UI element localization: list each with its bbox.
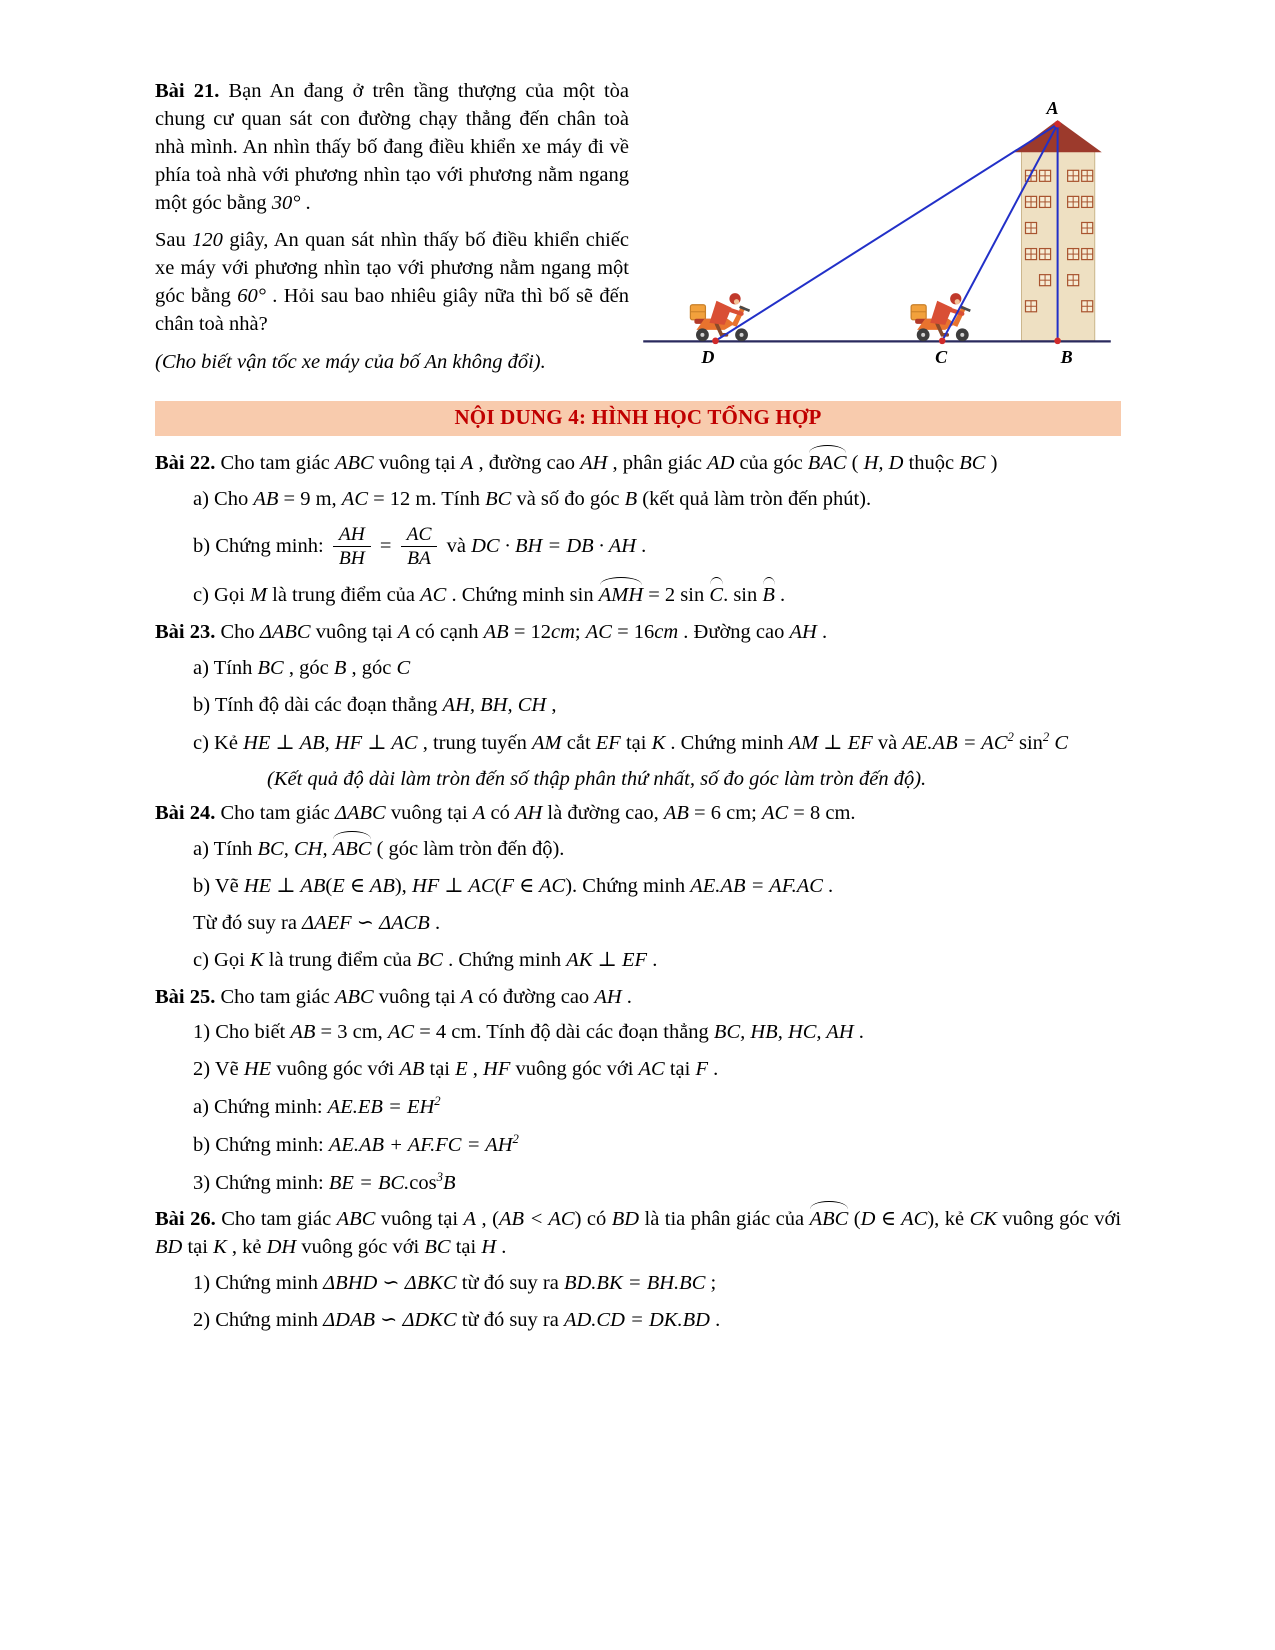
text-segment: ), kẻ [927, 1208, 970, 1231]
text-segment: . [429, 911, 441, 934]
text-segment: b) Chứng minh: [193, 1133, 329, 1156]
bai25-intro [155, 984, 1121, 1012]
text-segment: . [708, 1058, 719, 1081]
window-icon [1068, 196, 1079, 207]
text-segment: sin [1013, 731, 1043, 754]
window-icon [1025, 222, 1036, 233]
text-segment: B [762, 582, 775, 610]
window-icon [1025, 196, 1036, 207]
text-segment: . Đường cao [678, 620, 790, 643]
text-segment: ABC [810, 1206, 849, 1234]
text-segment: A [472, 802, 486, 825]
text-segment: b) Vẽ [193, 874, 244, 897]
window-icon [1040, 249, 1051, 260]
bai26-item-1 [155, 1270, 1121, 1298]
text-segment: . [621, 985, 632, 1008]
text-segment: AC [585, 620, 612, 643]
text-segment: = 4 cm. Tính độ dài các đoạn thẳng [414, 1021, 714, 1044]
text-segment: c) Gọi [193, 584, 250, 607]
text-segment: ΔABC [259, 620, 311, 643]
text-segment: tại [664, 1058, 696, 1081]
text-segment: E [455, 1058, 468, 1081]
text-segment: 2) Vẽ [193, 1058, 244, 1081]
point-b-dot [1054, 338, 1061, 345]
fraction [401, 524, 438, 571]
text-segment: BC, CH, [257, 838, 333, 861]
section-title: NỘI DUNG 4: HÌNH HỌC TỔNG HỢP [454, 404, 822, 429]
fraction [333, 524, 371, 571]
bai21-diagram [635, 78, 1121, 384]
text-segment: A [397, 620, 411, 643]
motorbike-icon [690, 293, 749, 341]
text-segment: cắt [561, 731, 596, 754]
text-segment: ΔDAB ∽ ΔDKC [323, 1308, 457, 1331]
text-segment: AB [290, 1021, 316, 1044]
text-segment: vuông góc với [296, 1236, 425, 1259]
text-segment: ΔBHD ∽ ΔBKC [323, 1272, 457, 1295]
text-segment: Cho [220, 620, 260, 643]
text-segment: , kẻ [226, 1236, 267, 1259]
text-segment: vuông tại [373, 451, 461, 474]
text-segment: . [774, 584, 786, 607]
bai25-item-2 [155, 1056, 1121, 1084]
text-segment: BD.BK = BH.BC [563, 1272, 706, 1295]
text-segment: ABC [336, 1208, 376, 1231]
text-segment: là đường cao, [542, 802, 664, 825]
text-segment: BAC [808, 450, 847, 478]
text-segment: ) [985, 451, 998, 474]
text-segment: và [441, 534, 472, 557]
text-segment: , góc [283, 656, 334, 679]
bai21-paragraph-1 [155, 78, 629, 217]
text-segment: K [213, 1236, 227, 1259]
text-segment: (kết quả làm tròn đến phút). [637, 487, 872, 510]
text-segment: DC · BH = DB · AH [471, 534, 637, 557]
text-segment: cos [409, 1171, 437, 1194]
text-segment: BE = BC. [328, 1171, 410, 1194]
text-segment: Bài 21. [155, 80, 229, 102]
text-segment: . [496, 1236, 507, 1259]
text-segment: E ∈ AB [332, 874, 395, 897]
text-segment: AB [663, 802, 689, 825]
text-segment: là trung điểm của [267, 584, 421, 607]
text-segment: . sin [723, 584, 763, 607]
text-segment: C [709, 582, 723, 610]
text-segment: . Chứng minh [665, 731, 789, 754]
sight-lines [715, 124, 1057, 341]
text-segment: C [396, 656, 411, 679]
bai26-item-2 [155, 1307, 1121, 1335]
text-segment: B [442, 1171, 456, 1194]
text-segment: AB [399, 1058, 425, 1081]
text-segment: giây, An quan sát nhìn thấy bố điều khiển chiếc xe máy với phương nhìn tạo với phương nằm ngang một góc bằng [155, 229, 629, 308]
text-segment: BD [611, 1208, 640, 1231]
text-segment: K [651, 731, 666, 754]
bai26-intro [155, 1206, 1121, 1262]
text-segment: tại [182, 1236, 214, 1259]
bai22-intro [155, 450, 1121, 478]
text-segment: a) Tính [193, 656, 258, 679]
text-segment: AH [514, 802, 543, 825]
text-segment: D ∈ AC [860, 1208, 928, 1231]
text-segment: Bạn An đang ở trên tầng thượng của một tòa chung cư quan sát con đường chạy thẳng đến chân toà nhà mình. An nhìn thấy bố đang điều khiển xe máy đi về phía toà nhà với phương nhìn tạo với phương nằm ngang một góc bằng [155, 80, 629, 214]
text-segment: . Chứng minh sin [446, 584, 599, 607]
text-segment: vuông tại [373, 985, 461, 1008]
text-segment: HF ⊥ AC [411, 874, 495, 897]
text-segment: Cho tam giác [220, 451, 335, 474]
window-icon [1082, 301, 1093, 312]
label-point-d: D [701, 346, 715, 367]
text-segment: và [872, 731, 903, 754]
bai23-note [155, 766, 1121, 794]
label-point-b: B [1060, 346, 1073, 367]
text-segment: Cho tam giác [220, 985, 335, 1008]
text-segment: BC, HB, HC, AH [713, 1021, 854, 1044]
text-segment: = 12 [508, 620, 551, 643]
text-segment: , ( [476, 1208, 499, 1231]
text-segment: C [1049, 731, 1069, 754]
window-icon [1082, 249, 1093, 260]
text-segment: . [822, 874, 834, 897]
text-segment: 1) Cho biết [193, 1021, 291, 1044]
text-segment: HE ⊥ AB, HF ⊥ AC [243, 731, 418, 754]
text-segment: EF [595, 731, 621, 754]
text-segment: . Hỏi sau bao nhiêu giây nữa thì bố sẽ đến chân toà nhà? [155, 285, 630, 335]
text-segment: Bài 22. [155, 451, 221, 474]
text-segment: (Kết quả độ dài làm tròn đến số thập phân thứ nhất, số đo góc làm tròn đến độ). [267, 768, 927, 791]
text-segment: AE.EB = EH [327, 1096, 435, 1118]
text-segment: , [467, 1058, 484, 1081]
bai24-item-a [155, 836, 1121, 864]
text-segment: Bài 24. [155, 802, 221, 825]
bai23-intro [155, 619, 1121, 647]
text-segment: Cho tam giác [221, 1208, 337, 1231]
text-segment: 1) Chứng minh [193, 1272, 324, 1295]
text-segment: AC [761, 802, 789, 825]
bai24-item-b [155, 873, 1121, 901]
text-segment: Từ đó suy ra [193, 911, 303, 934]
text-segment: = 12 m. Tính [368, 487, 486, 510]
window-icon [1082, 170, 1093, 181]
text-segment: AM [532, 731, 562, 754]
text-segment: BC [257, 656, 284, 679]
text-segment: Bài 25. [155, 985, 221, 1008]
text-segment: H [481, 1236, 497, 1259]
text-segment: c) Kẻ [193, 731, 244, 754]
bai23-item-c [155, 729, 1121, 758]
text-segment: B [333, 656, 347, 679]
text-segment: . [709, 1308, 721, 1331]
sight-line-ad [715, 124, 1057, 341]
window-icon [1068, 170, 1079, 181]
text-segment: AH [789, 620, 817, 643]
text-segment: BD [155, 1236, 183, 1259]
text-segment: b) Tính độ dài các đoạn thẳng [193, 693, 443, 716]
point-d-dot [712, 338, 719, 345]
text-segment: AE.AB + AF.FC = AH [328, 1133, 513, 1156]
text-segment: là tia phân giác của [639, 1208, 810, 1231]
text-segment: vuông góc với [510, 1058, 639, 1081]
text-segment: ( [325, 874, 333, 897]
window-icon [1040, 196, 1051, 207]
bai25-item-3 [155, 1169, 1121, 1198]
text-segment: là trung điểm của [263, 948, 417, 971]
text-segment: , đường cao [473, 451, 581, 474]
text-segment: ), [394, 874, 412, 897]
text-segment: CK [969, 1208, 997, 1231]
text-segment: cm [551, 620, 575, 643]
text-segment: ABC [333, 836, 372, 864]
text-segment: ( [846, 451, 864, 474]
text-segment: , trung tuyến [417, 731, 533, 754]
text-segment: ). Chứng minh [565, 874, 691, 897]
text-segment: thuộc [903, 451, 960, 474]
text-segment: H, D [863, 451, 904, 474]
point-a-dot [1054, 121, 1061, 128]
text-segment: = 6 cm; [688, 802, 762, 825]
text-segment: ; [574, 620, 586, 643]
window-icon [1040, 170, 1051, 181]
superscript: 2 [434, 1094, 441, 1109]
superscript: 2 [512, 1131, 519, 1146]
text-segment: có cạnh [410, 620, 484, 643]
bai23-item-a [155, 655, 1121, 683]
text-segment: 120 [192, 229, 223, 252]
text-segment: AD.CD = DK.BD [563, 1308, 710, 1331]
fraction-numerator: AH [333, 524, 371, 548]
text-segment: HE [243, 1058, 272, 1081]
window-icon [1025, 249, 1036, 260]
text-segment: AB [253, 487, 279, 510]
bai22-item-b [155, 524, 1121, 571]
text-segment: A [460, 451, 474, 474]
text-segment: ( góc làm tròn đến độ). [371, 838, 565, 861]
text-segment: c) Gọi [193, 948, 250, 971]
text-segment: B [624, 487, 638, 510]
text-segment: vuông góc với [271, 1058, 400, 1081]
text-segment: = 8 cm. [788, 802, 856, 825]
text-segment: AC [387, 1021, 415, 1044]
text-segment: , phân giác [607, 451, 708, 474]
text-segment: AH, BH, CH [442, 693, 547, 716]
bai21-section [155, 78, 1121, 387]
text-segment: AB [483, 620, 509, 643]
text-segment: AC [638, 1058, 665, 1081]
text-segment: (Cho biết vận tốc xe máy của bố An không đổi). [155, 350, 546, 373]
text-segment: = 2 sin [643, 584, 710, 607]
point-c-dot [939, 338, 946, 345]
window-icon [1082, 222, 1093, 233]
label-point-c: C [935, 346, 948, 367]
text-segment: AH [594, 985, 622, 1008]
text-segment: Cho tam giác [220, 802, 335, 825]
text-segment: vuông tại [385, 802, 473, 825]
text-segment: có đường cao [473, 985, 595, 1008]
text-segment: F ∈ AC [501, 874, 566, 897]
observation-diagram [635, 78, 1117, 379]
superscript: 2 [1042, 729, 1050, 744]
text-segment: tại [424, 1058, 456, 1081]
text-segment: 2) Chứng minh [193, 1308, 324, 1331]
bai25-item-b [155, 1131, 1121, 1160]
text-segment: và số đo góc [511, 487, 625, 510]
text-segment: vuông góc với [996, 1208, 1122, 1231]
text-segment: AE.AB = AC [902, 731, 1008, 754]
text-segment: cm [654, 620, 679, 643]
text-segment: , góc [346, 656, 397, 679]
worksheet-content [155, 78, 1121, 1344]
bai21-note [155, 349, 629, 377]
window-icon [1025, 301, 1036, 312]
text-segment: K [249, 948, 264, 971]
text-segment: AM ⊥ EF [788, 731, 873, 754]
text-segment: vuông tại [375, 1208, 464, 1231]
bai24-item-b2 [155, 910, 1121, 938]
text-segment: BC [424, 1236, 451, 1259]
bai25-item-1 [155, 1019, 1121, 1047]
text-segment: 60° [237, 285, 266, 308]
fraction-numerator: AC [401, 524, 438, 548]
text-segment: HE ⊥ AB [243, 874, 326, 897]
text-segment: = [374, 534, 397, 557]
superscript: 2 [1007, 729, 1014, 744]
text-segment: AB < AC [498, 1208, 575, 1231]
text-segment: AK ⊥ EF [566, 948, 648, 971]
text-segment: A [463, 1208, 477, 1231]
text-segment: b) Chứng minh: [193, 534, 329, 557]
fraction-denominator: BH [338, 548, 365, 570]
text-segment: BC [416, 948, 443, 971]
text-segment: AMH [599, 582, 643, 610]
text-segment: ΔABC [334, 802, 386, 825]
text-segment: ABC [334, 985, 374, 1008]
text-segment: = 3 cm, [315, 1021, 388, 1044]
text-segment: DH [266, 1236, 297, 1259]
text-segment: tại [620, 731, 652, 754]
bai21-paragraph-2 [155, 227, 629, 339]
text-segment: 3) Chứng minh: [193, 1171, 329, 1194]
text-segment: Bài 23. [155, 620, 221, 643]
text-segment: Sau [155, 229, 193, 252]
text-segment: có [485, 802, 515, 825]
label-point-a: A [1046, 98, 1059, 119]
text-segment: từ đó suy ra [456, 1308, 564, 1331]
window-icon [1068, 275, 1079, 286]
text-segment: HF [483, 1058, 511, 1081]
text-segment: . [300, 191, 311, 214]
text-segment: tại [450, 1236, 482, 1259]
text-segment: ABC [334, 451, 374, 474]
text-segment: . [853, 1021, 864, 1044]
text-segment: AH [580, 451, 608, 474]
motorbike-icon [911, 293, 970, 341]
window-icon [1040, 275, 1051, 286]
text-segment: a) Tính [193, 838, 258, 861]
text-segment: AD [707, 451, 735, 474]
text-segment: ; [705, 1272, 717, 1295]
text-segment: M [249, 584, 268, 607]
superscript: 3 [436, 1169, 443, 1184]
text-segment: Bài 26. [155, 1208, 222, 1231]
bai22-item-c [155, 582, 1121, 610]
text-segment: 30° [271, 191, 301, 214]
text-segment: ) có [574, 1208, 612, 1231]
bai24-item-c [155, 947, 1121, 975]
text-segment: a) Chứng minh: [193, 1096, 328, 1118]
text-segment: = 16 [611, 620, 655, 643]
text-segment: ( [494, 874, 502, 897]
bai23-item-b [155, 692, 1121, 720]
text-segment: . [647, 948, 658, 971]
text-segment: BC [959, 451, 986, 474]
window-icon [1068, 249, 1079, 260]
bai24-intro [155, 800, 1121, 828]
bai22-item-a [155, 486, 1121, 514]
text-segment: ΔAEF ∽ ΔACB [302, 911, 430, 934]
text-segment: , [546, 693, 557, 716]
text-segment: F [695, 1058, 708, 1081]
text-segment: vuông tại [310, 620, 398, 643]
text-segment: của góc [734, 451, 808, 474]
bai21-text-column [155, 78, 629, 387]
bai25-item-a [155, 1093, 1121, 1122]
text-segment: = 9 m, [278, 487, 342, 510]
text-segment: từ đó suy ra [456, 1272, 564, 1295]
text-segment: ( [848, 1208, 861, 1231]
text-segment: A [460, 985, 474, 1008]
text-segment: a) Cho [193, 487, 254, 510]
text-segment: . Chứng minh [442, 948, 567, 971]
text-segment: AC [341, 487, 368, 510]
text-segment: AC [420, 584, 447, 607]
window-icon [1082, 196, 1093, 207]
text-segment: . [636, 534, 647, 557]
section-header [155, 401, 1121, 436]
text-segment: AE.AB = AF.AC [690, 874, 823, 897]
fraction-denominator: BA [407, 548, 431, 570]
text-segment: . [816, 620, 828, 643]
text-segment: BC [485, 487, 512, 510]
